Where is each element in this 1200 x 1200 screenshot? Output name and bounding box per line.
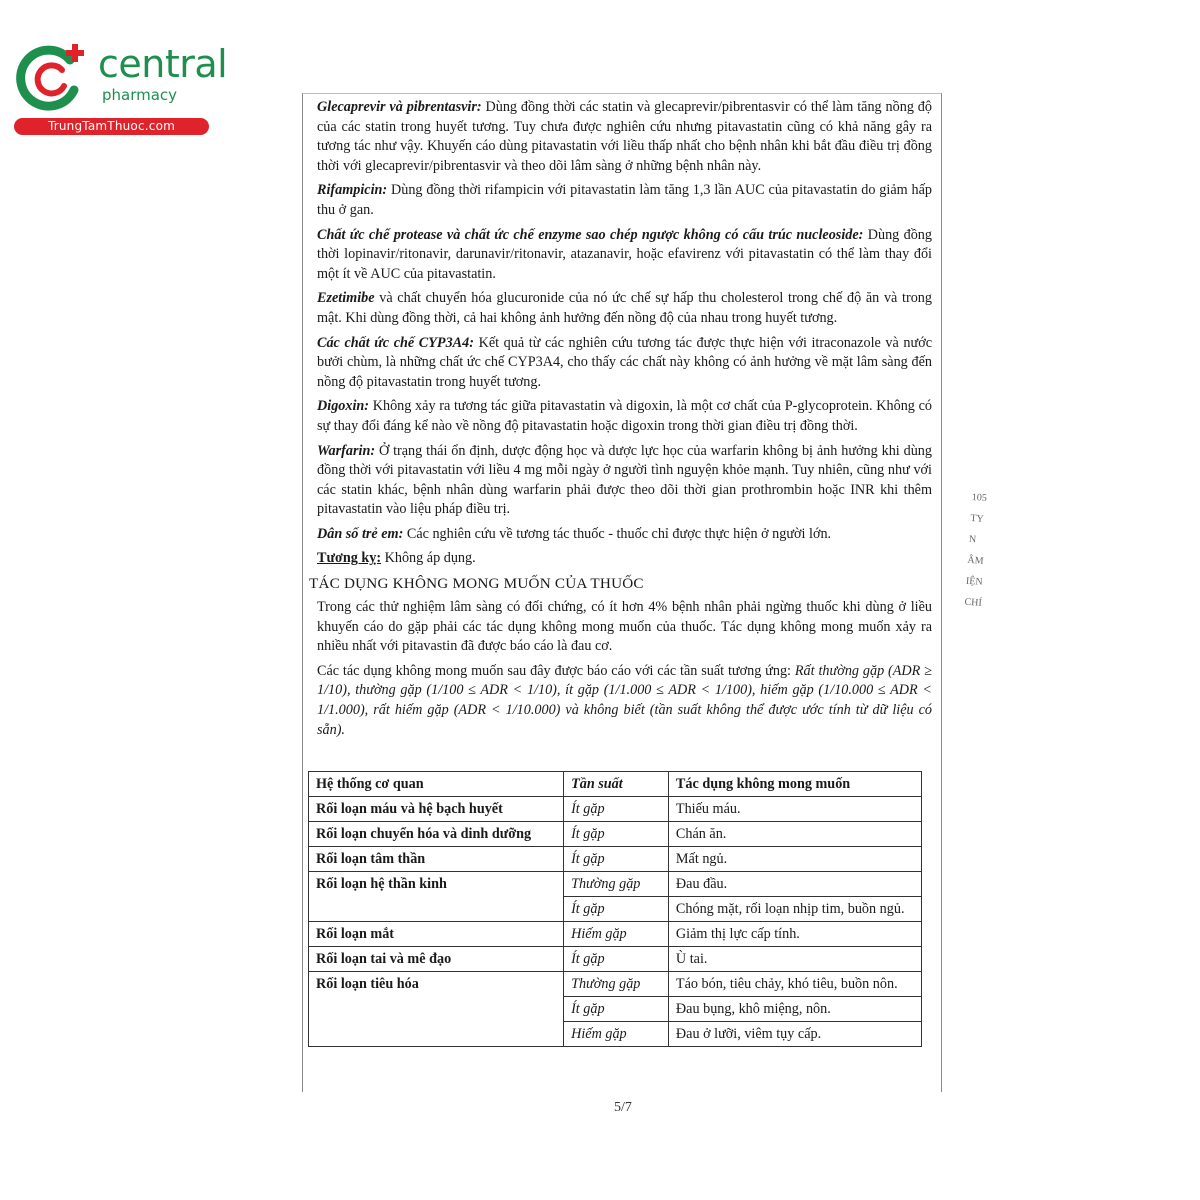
adverse-effects-table xyxy=(308,771,922,1047)
table-cell-effect: Chán ăn. xyxy=(668,822,921,847)
paragraph-frequency-definitions xyxy=(317,662,932,740)
paragraph-text: Dùng đồng thời rifampicin với pitavastatin làm tăng 1,3 lần AUC của pitavastatin do giảm hấp thu ở gan. xyxy=(317,182,932,218)
paragraph-title: Digoxin: xyxy=(317,398,370,415)
table-row xyxy=(309,922,922,947)
margin-stamp xyxy=(964,487,1007,619)
paragraph-text: Kết quả từ các nghiên cứu tương tác được thực hiện với itraconazole và nước bưởi chùm, là những chất ức chế CYP3A4, cho thấy các chất này không có ảnh hưởng về mặt lâm sàng đến nồng độ pitavastatin trong huyết tương. xyxy=(317,334,932,390)
paragraph-title: Tương kỵ: xyxy=(317,550,382,567)
paragraph-text: Không áp dụng. xyxy=(381,550,476,567)
stamp-text: ÂM xyxy=(967,554,984,567)
paragraph-rifampicin xyxy=(317,181,932,220)
table-cell-organ: Rối loạn máu và hệ bạch huyết xyxy=(309,797,564,822)
table-cell-frequency: Ít gặp xyxy=(564,897,669,922)
table-row xyxy=(309,872,922,897)
logo-subtitle: pharmacy xyxy=(102,86,178,104)
table-cell-organ: Rối loạn mắt xyxy=(309,922,564,947)
brand-logo xyxy=(10,38,228,138)
table-cell-frequency: Ít gặp xyxy=(564,947,669,972)
paragraph-text: Ở trạng thái ổn định, dược động học và dược lực học của warfarin không bị ảnh hưởng khi dùng đồng thời với pitavastatin với liều 4 mg mỗi ngày ở người tình nguyện khỏe mạnh. Tuy nhiên, cũng như với các statin khác, bệnh nhân dùng warfarin phải được theo dõi thời gian prothrombin hoặc INR khi thêm pitavastatin vào liệu pháp điều trị. xyxy=(317,442,932,518)
paragraph-pediatric xyxy=(317,525,932,545)
table-cell-effect: Đau bụng, khô miệng, nôn. xyxy=(668,997,921,1022)
paragraph-incompatibility xyxy=(317,549,932,569)
logo-site-band: TrungTamThuoc.com xyxy=(14,118,209,135)
table-row xyxy=(309,1022,922,1047)
table-cell-effect: Giảm thị lực cấp tính. xyxy=(668,922,921,947)
table-header-row xyxy=(309,772,922,797)
paragraph-title: Ezetimibe xyxy=(317,290,375,307)
paragraph-title: Warfarin: xyxy=(317,442,376,459)
table-header-cell: Tần suất xyxy=(564,772,669,797)
paragraph-title: Glecaprevir và pibrentasvir: xyxy=(317,99,482,115)
table-cell-organ xyxy=(309,997,564,1022)
table-cell-effect: Chóng mặt, rối loạn nhịp tim, buồn ngủ. xyxy=(668,897,921,922)
table-cell-effect: Táo bón, tiêu chảy, khó tiêu, buồn nôn. xyxy=(668,972,921,997)
table-row xyxy=(309,947,922,972)
paragraph-italic-text: Rất thường gặp (ADR ≥ 1/10), thường gặp (1/100 ≤ ADR < 1/10), ít gặp (1/1.000 ≤ ADR < 1/100), hiếm gặp (1/10.000 ≤ ADR < 1/1.000), rất hiếm gặp (ADR < 1/10.000) và không biết (tần suất không thể được ước tính từ dữ liệu có sẵn). xyxy=(317,662,933,738)
table-row xyxy=(309,997,922,1022)
table-cell-frequency: Ít gặp xyxy=(564,822,669,847)
table-cell-organ: Rối loạn chuyển hóa và dinh dưỡng xyxy=(309,822,564,847)
table-cell-organ: Rối loạn tâm thần xyxy=(309,847,564,872)
table-cell-effect: Mất ngủ. xyxy=(668,847,921,872)
table-cell-effect: Đau ở lưỡi, viêm tụy cấp. xyxy=(668,1022,921,1047)
paragraph-warfarin xyxy=(317,442,932,520)
table-cell-frequency: Thường gặp xyxy=(564,872,669,897)
table-cell-frequency: Ít gặp xyxy=(564,997,669,1022)
table-header-cell: Tác dụng không mong muốn xyxy=(668,772,921,797)
paragraph-cyp3a4 xyxy=(317,334,932,393)
table-row xyxy=(309,822,922,847)
stamp-text: 105 xyxy=(971,491,988,504)
table-cell-organ xyxy=(309,897,564,922)
stamp-text: CHÍ xyxy=(964,596,983,609)
central-pharmacy-logo-icon xyxy=(12,38,92,118)
paragraph-text: Các nghiên cứu về tương tác thuốc - thuốc chỉ được thực hiện ở người lớn. xyxy=(403,525,832,542)
stamp-text: N xyxy=(968,533,977,546)
table-cell-effect: Thiếu máu. xyxy=(668,797,921,822)
document-page xyxy=(302,93,942,1092)
stamp-text: IỆN xyxy=(965,575,983,588)
paragraph-title: Các chất ức chế CYP3A4: xyxy=(317,334,474,351)
paragraph-text: Trong các thử nghiệm lâm sàng có đối chứng, có ít hơn 4% bệnh nhân phải ngừng thuốc khi dùng ở liều khuyến cáo do gặp phải các tác dụng không mong muốn của thuốc. Tác dụng không mong muốn xảy ra nhiều nhất với pitavastin đã được báo cáo là đau cơ. xyxy=(317,599,932,655)
stamp-text: TY xyxy=(969,512,985,525)
paragraph-title: Chất ức chế protease và chất ức chế enzyme sao chép ngược không có cấu trúc nucleoside: xyxy=(317,226,864,243)
paragraph-ezetimibe xyxy=(317,289,932,328)
paragraph-text: Dùng đồng thời các statin và glecaprevir/pibrentasvir có thể làm tăng nồng độ của các statin trong huyết tương. Tuy chưa được nghiên cứu nhưng pitavastatin cũng có khả năng gây ra tương tác như vậy. Khuyến cáo dùng pitavastatin với liều thấp nhất cho bệnh nhân khi bắt đầu điều trị đồng thời với glecaprevir/pibrentasvir và theo dõi lâm sàng ở những bệnh nhân này. xyxy=(317,99,932,174)
paragraph-title: Dân số trẻ em: xyxy=(317,525,404,542)
paragraph-adverse-intro xyxy=(317,598,932,657)
table-cell-frequency: Thường gặp xyxy=(564,972,669,997)
table-cell-organ: Rối loạn tiêu hóa xyxy=(309,972,564,997)
table-cell-effect: Ù tai. xyxy=(668,947,921,972)
table-row xyxy=(309,847,922,872)
paragraph-digoxin xyxy=(317,397,932,436)
paragraph-title: Rifampicin: xyxy=(317,182,388,199)
paragraph-text: Các tác dụng không mong muốn sau đây được báo cáo với các tần suất tương ứng: xyxy=(317,662,795,679)
table-row xyxy=(309,972,922,997)
paragraph-text: và chất chuyển hóa glucuronide của nó ức chế sự hấp thu cholesterol trong chế độ ăn và trong mật. Khi dùng đồng thời, cả hai không ảnh hưởng đến nồng độ của nhau trong huyết tương. xyxy=(317,290,932,326)
document-content xyxy=(309,98,933,743)
paragraph-text: Dùng đồng thời lopinavir/ritonavir, darunavir/ritonavir, atazanavir, hoặc efavirenz với pitavastatin có thể làm thay đổi một ít về AUC của pitavastatin. xyxy=(317,226,932,282)
table-cell-organ xyxy=(309,1022,564,1047)
table-cell-frequency: Ít gặp xyxy=(564,797,669,822)
page-number: 5/7 xyxy=(614,1100,632,1115)
table-cell-frequency: Ít gặp xyxy=(564,847,669,872)
table-header-cell: Hệ thống cơ quan xyxy=(309,772,564,797)
table-cell-effect: Đau đầu. xyxy=(668,872,921,897)
table-row xyxy=(309,797,922,822)
table-cell-organ: Rối loạn tai và mê đạo xyxy=(309,947,564,972)
table-cell-frequency: Hiếm gặp xyxy=(564,922,669,947)
paragraph-protease-inhibitors xyxy=(317,226,932,285)
table-cell-organ: Rối loạn hệ thần kinh xyxy=(309,872,564,897)
section-heading: TÁC DỤNG KHÔNG MONG MUỐN CỦA THUỐC xyxy=(309,575,644,593)
table-cell-frequency: Hiếm gặp xyxy=(564,1022,669,1047)
logo-wordmark: central xyxy=(98,42,228,86)
paragraph-text: Không xảy ra tương tác giữa pitavastatin và digoxin, là một cơ chất của P-glycoprotein. Không có sự thay đổi đáng kể nào về nồng độ pitavastatin hoặc digoxin trong thời gian điều trị đồng thời. xyxy=(317,398,932,434)
table-row xyxy=(309,897,922,922)
paragraph-glecaprevir xyxy=(317,98,932,176)
